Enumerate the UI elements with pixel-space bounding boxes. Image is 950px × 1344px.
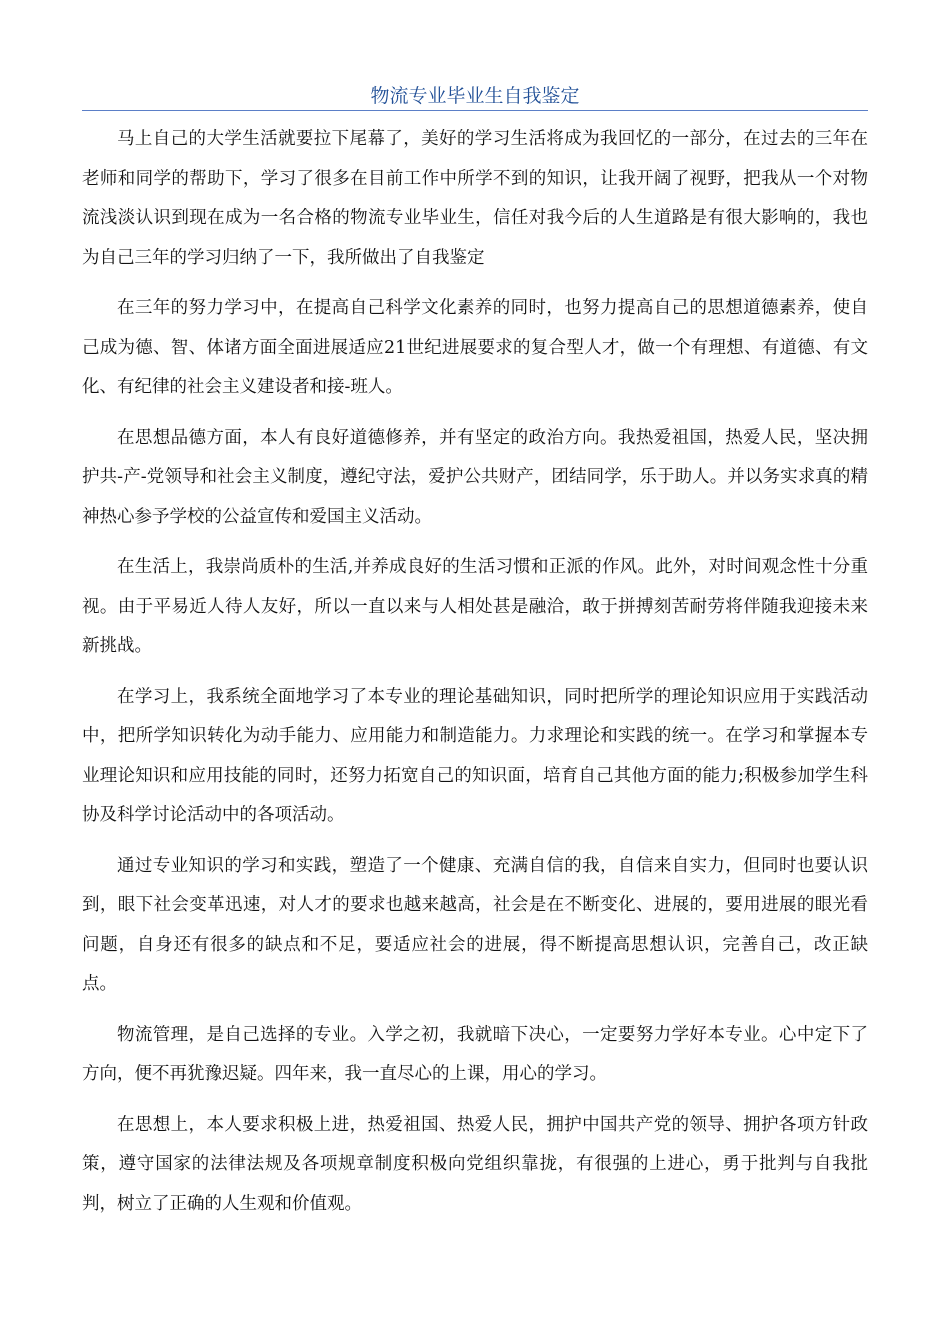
body-paragraph-1: 马上自己的大学生活就要拉下尾幕了，美好的学习生活将成为我回忆的一部分，在过去的三年在老师和同学的帮助下，学习了很多在目前工作中所学不到的知识，让我开阔了视野，把我从一个对物流浅淡认识到现在成为一名合格的物流专业毕业生，信任对我今后的人生道路是有很大影响的，我也为自己三年的学习归纳了一下，我所做出了自我鉴定 <box>82 129 868 268</box>
body-paragraph-7: 物流管理，是自己选择的专业。入学之初，我就暗下决心，一定要努力学好本专业。心中定下了方向，便不再犹豫迟疑。四年来，我一直尽心的上课，用心的学习。 <box>82 1024 868 1084</box>
body-paragraph-6: 通过专业知识的学习和实践，塑造了一个健康、充满自信的我，自信来自实力，但同时也要认识到，眼下社会变革迅速，对人才的要求也越来越高，社会是在不断变化、进展的，要用进展的眼光看问题，自身还有很多的缺点和不足，要适应社会的进展，得不断提高思想认识，完善自己，改正缺点。 <box>82 855 868 994</box>
body-paragraph-8: 在思想上，本人要求积极上进，热爱祖国、热爱人民，拥护中国共产党的领导、拥护各项方针政策，遵守国家的法律法规及各项规章制度积极向党组织靠拢，有很强的上进心，勇于批判与自我批判，树立了正确的人生观和价值观。 <box>82 1114 868 1214</box>
body-paragraph-4: 在生活上，我崇尚质朴的生活,并养成良好的生活习惯和正派的作风。此外，对时间观念性十分重视。由于平易近人待人友好，所以一直以来与人相处甚是融洽，敢于拼搏刻苦耐劳将伴随我迎接未来新挑战。 <box>82 557 868 656</box>
body-paragraph-5: 在学习上，我系统全面地学习了本专业的理论基础知识，同时把所学的理论知识应用于实践活动中，把所学知识转化为动手能力、应用能力和制造能力。力求理论和实践的统一。在学习和掌握本专业理论知识和应用技能的同时，还努力拓宽自己的知识面，培育自己其他方面的能力;积极参加学生科协及科学讨论活动中的各项活动。 <box>82 686 868 825</box>
body-paragraph-3: 在思想品德方面，本人有良好道德修养，并有坚定的政治方向。我热爱祖国，热爱人民，坚决拥护共-产-党领导和社会主义制度，遵纪守法，爱护公共财产，团结同学，乐于助人。并以务实求真的精神热心参予学校的公益宣传和爱国主义活动。 <box>82 427 868 527</box>
body-paragraph-2: 在三年的努力学习中，在提高自己科学文化素养的同时，也努力提高自己的思想道德素养，使自己成为德、智、体诸方面全面进展适应21世纪进展要求的复合型人才，做一个有理想、有道德、有文化、有纪律的社会主义建设者和接-班人。 <box>82 298 868 397</box>
title-underline-rule <box>82 110 868 111</box>
document-title: 物流专业毕业生自我鉴定 <box>370 85 580 107</box>
document-body <box>82 120 868 1224</box>
